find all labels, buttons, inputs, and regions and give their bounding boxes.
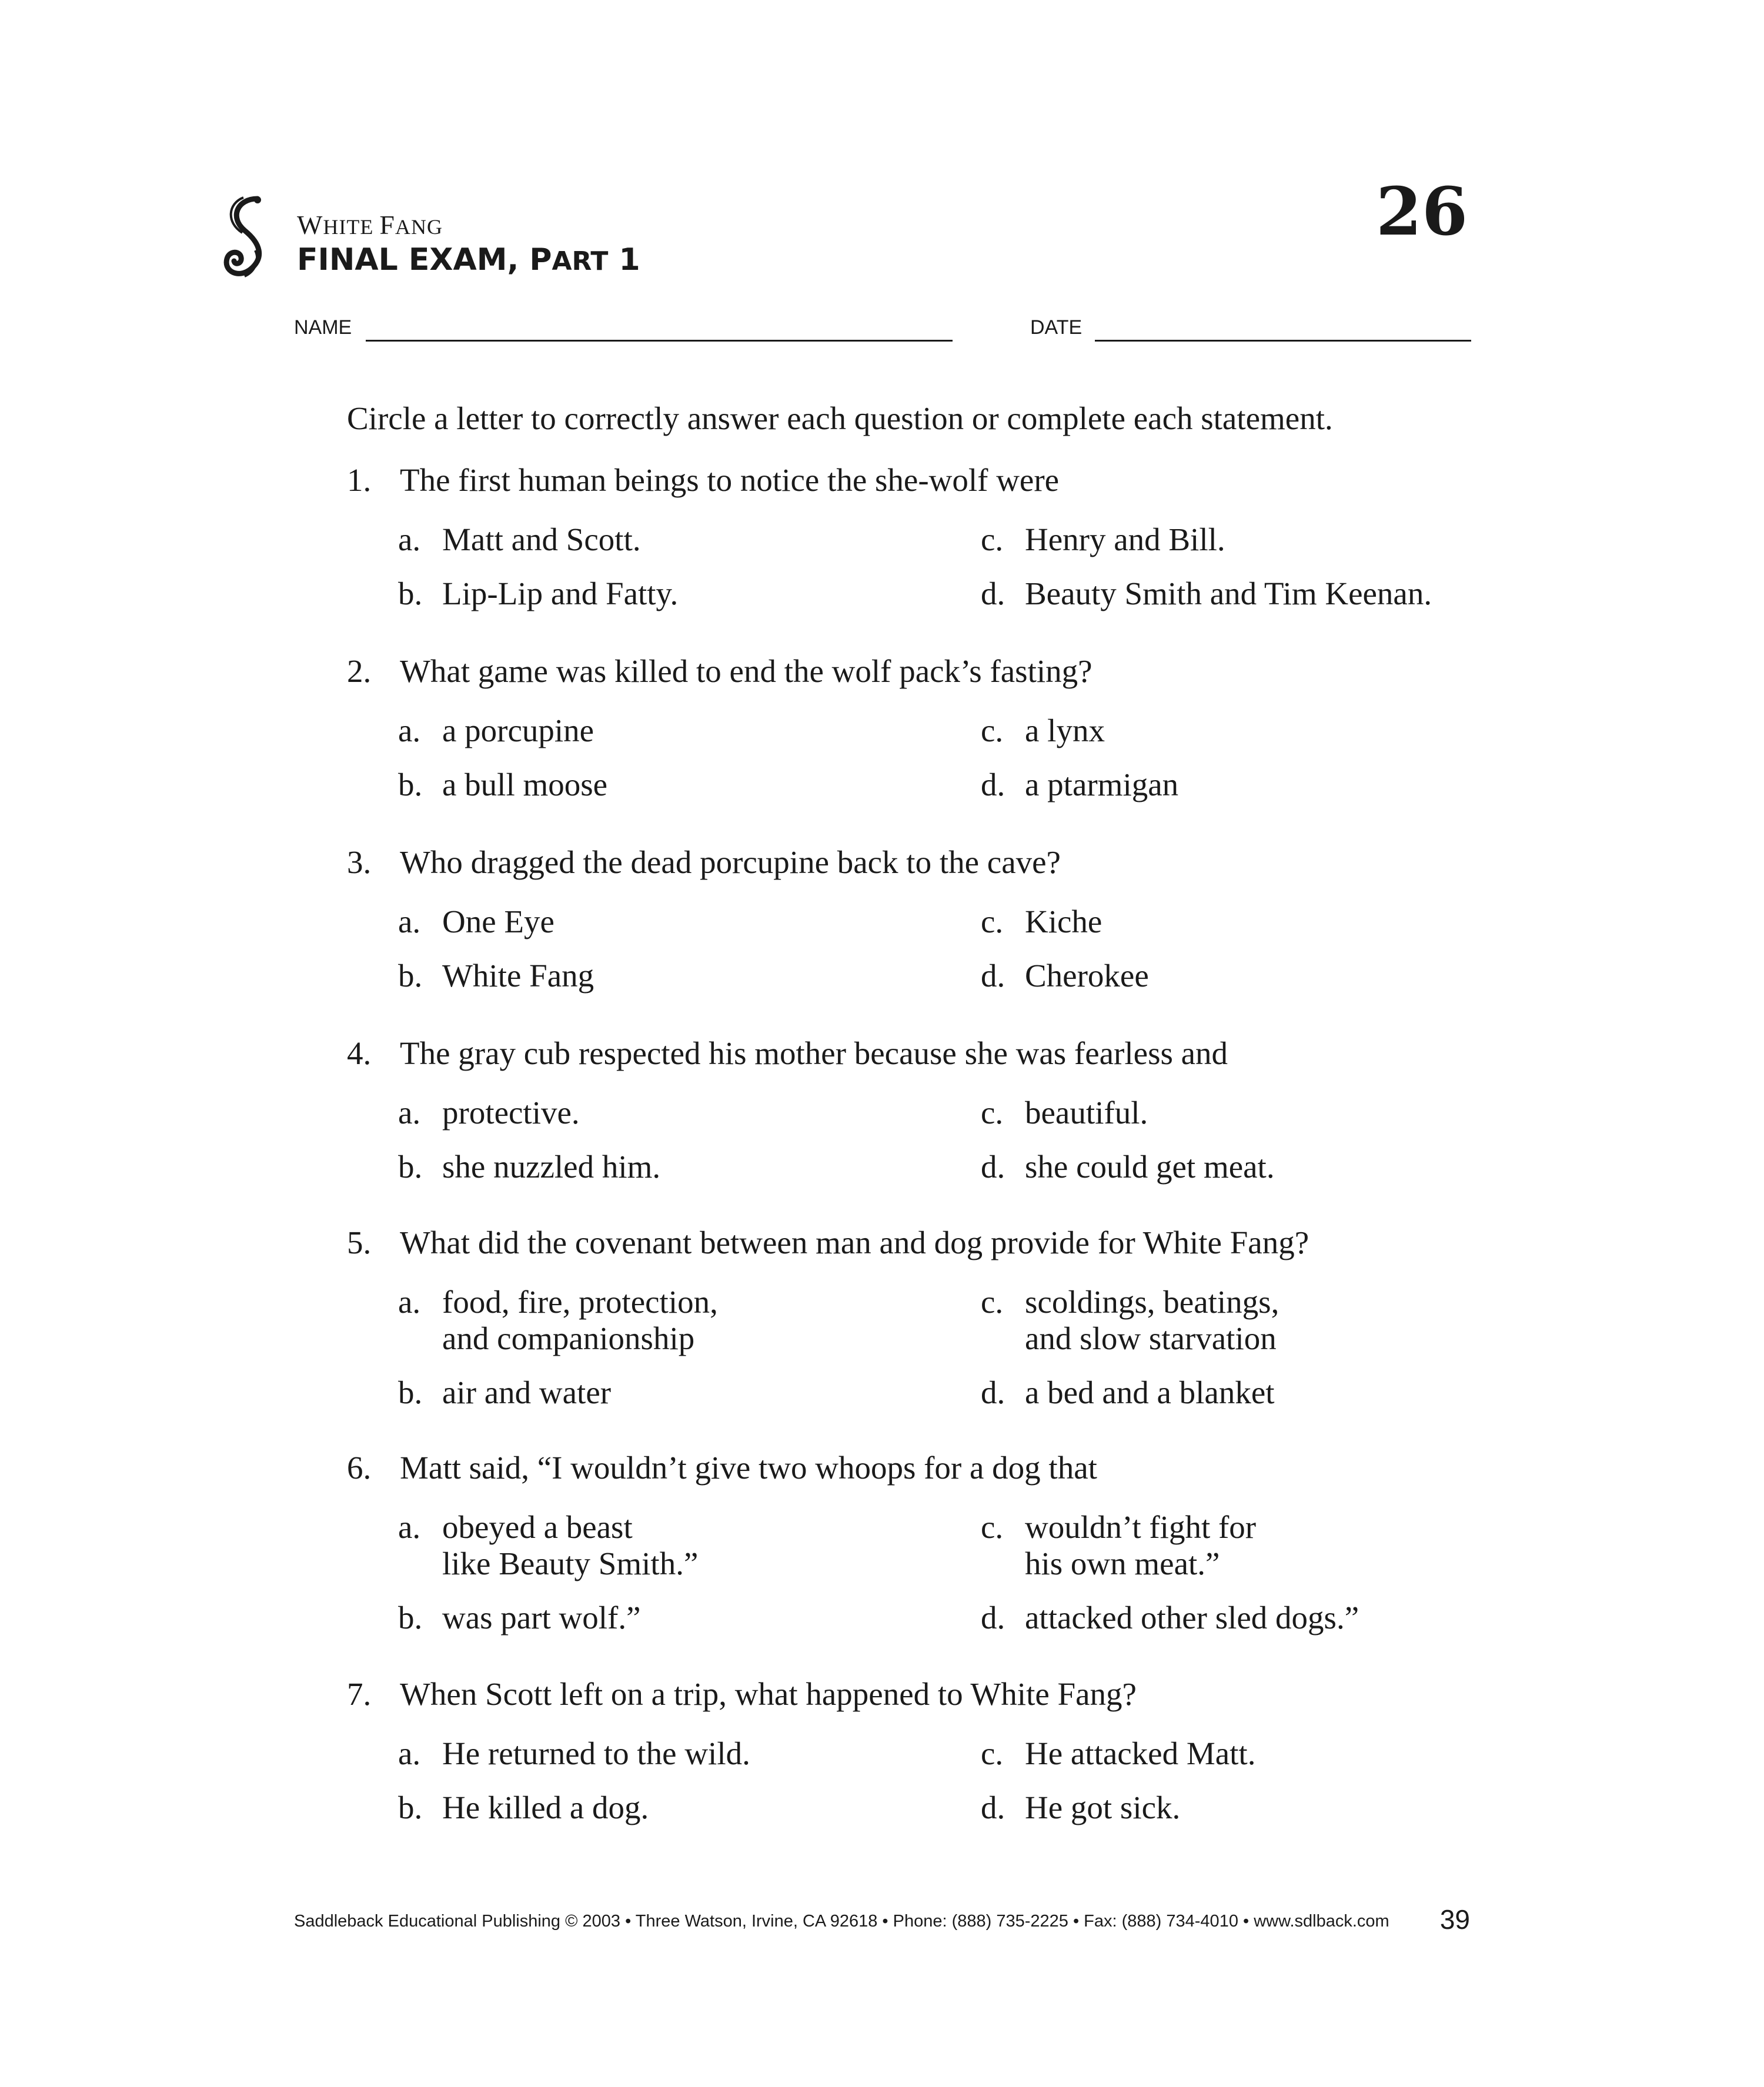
option-letter: d. [981,1149,1005,1185]
option-text: and companionship [442,1320,695,1356]
option-text: a bed and a blanket [1025,1374,1275,1410]
option-letter: c. [981,713,1004,748]
question-text: Matt said, “I wouldn’t give two whoops for a dog that [400,1450,1097,1486]
question-number: 1. [347,462,372,498]
activity-number: 26 [1376,173,1468,250]
option-letter: c. [981,1509,1004,1545]
series-title: WHITE FANG [297,210,443,240]
question-text: What game was killed to end the wolf pack’s fasting? [400,653,1093,689]
option-letter: a. [398,1509,421,1545]
question-text: What did the covenant between man and dog provide for White Fang? [400,1225,1309,1260]
option-text: a porcupine [442,713,594,748]
question-text: The gray cub respected his mother because she was fearless and [400,1035,1228,1071]
option-letter: c. [981,521,1004,557]
question-text: When Scott left on a trip, what happened to White Fang? [400,1676,1137,1712]
date-field[interactable] [1095,340,1471,342]
option-letter: a. [398,521,421,557]
option-letter: a. [398,904,421,939]
question-4 [347,1035,1228,1072]
question-number: 5. [347,1225,372,1260]
option-letter: d. [981,767,1005,802]
question-number: 6. [347,1450,372,1486]
option-text: a bull moose [442,767,608,802]
publisher-logo-icon [216,194,282,282]
option-letter: b. [398,1790,423,1825]
option-text: food, fire, protection, [442,1284,718,1320]
option-text: air and water [442,1374,612,1410]
option-text: Beauty Smith and Tim Keenan. [1025,576,1432,611]
question-1 [347,461,1059,499]
option-letter: d. [981,958,1005,994]
option-text: Cherokee [1025,958,1149,994]
question-number: 2. [347,653,372,689]
option-text: attacked other sled dogs.” [1025,1600,1359,1636]
option-text: He killed a dog. [442,1790,649,1825]
option-text: Henry and Bill. [1025,521,1225,557]
option-text: One Eye [442,904,554,939]
name-label: NAME [294,316,352,339]
option-text: scoldings, beatings, [1025,1284,1279,1320]
exam-title: FINAL EXAM, PART 1 [297,242,640,277]
option-letter: a. [398,1284,421,1320]
option-letter: b. [398,1149,423,1185]
option-text: Matt and Scott. [442,521,641,557]
option-letter: c. [981,1735,1004,1771]
question-5 [347,1224,1309,1261]
instructions: Circle a letter to correctly answer each question or complete each statement. [347,400,1333,436]
option-letter: b. [398,1600,423,1636]
option-text: like Beauty Smith.” [442,1546,699,1581]
option-text: He attacked Matt. [1025,1735,1256,1771]
question-3 [347,844,1061,881]
option-letter: c. [981,904,1004,939]
question-text: Who dragged the dead porcupine back to the cave? [400,844,1061,880]
option-letter: d. [981,1600,1005,1636]
option-text: wouldn’t fight for [1025,1509,1257,1545]
option-text: protective. [442,1095,580,1131]
option-letter: d. [981,1790,1005,1825]
option-letter: d. [981,1374,1005,1410]
option-text: White Fang [442,958,594,994]
option-text: Lip-Lip and Fatty. [442,576,679,611]
option-letter: a. [398,713,421,748]
option-text: He got sick. [1025,1790,1181,1825]
option-letter: b. [398,958,423,994]
date-label: DATE [1030,316,1083,339]
question-text: The first human beings to notice the she-wolf were [400,462,1060,498]
question-2 [347,653,1093,690]
option-letter: d. [981,576,1005,611]
option-text: she could get meat. [1025,1149,1275,1185]
option-text: and slow starvation [1025,1320,1277,1356]
page-number: 39 [1439,1904,1470,1935]
option-text: a lynx [1025,713,1105,748]
option-text: obeyed a beast [442,1509,633,1545]
option-letter: b. [398,1374,423,1410]
option-text: she nuzzled him. [442,1149,661,1185]
question-number: 3. [347,844,372,880]
option-text: beautiful. [1025,1095,1148,1131]
option-letter: b. [398,576,423,611]
name-field[interactable] [366,340,953,342]
option-text: a ptarmigan [1025,767,1179,802]
option-text: his own meat.” [1025,1546,1220,1581]
option-letter: c. [981,1284,1004,1320]
option-letter: c. [981,1095,1004,1131]
option-text: was part wolf.” [442,1600,641,1636]
question-7 [347,1675,1137,1713]
option-letter: a. [398,1095,421,1131]
question-6 [347,1449,1097,1486]
footer-publisher-info: Saddleback Educational Publishing © 2003 • Three Watson, Irvine, CA 92618 • Phone: (888) 735-2225 • Fax: (888) 734-4010 • www.sdlback.com [294,1912,1389,1931]
option-text: Kiche [1025,904,1102,939]
question-number: 4. [347,1035,372,1071]
option-text: He returned to the wild. [442,1735,750,1771]
option-letter: b. [398,767,423,802]
question-number: 7. [347,1676,372,1712]
option-letter: a. [398,1735,421,1771]
